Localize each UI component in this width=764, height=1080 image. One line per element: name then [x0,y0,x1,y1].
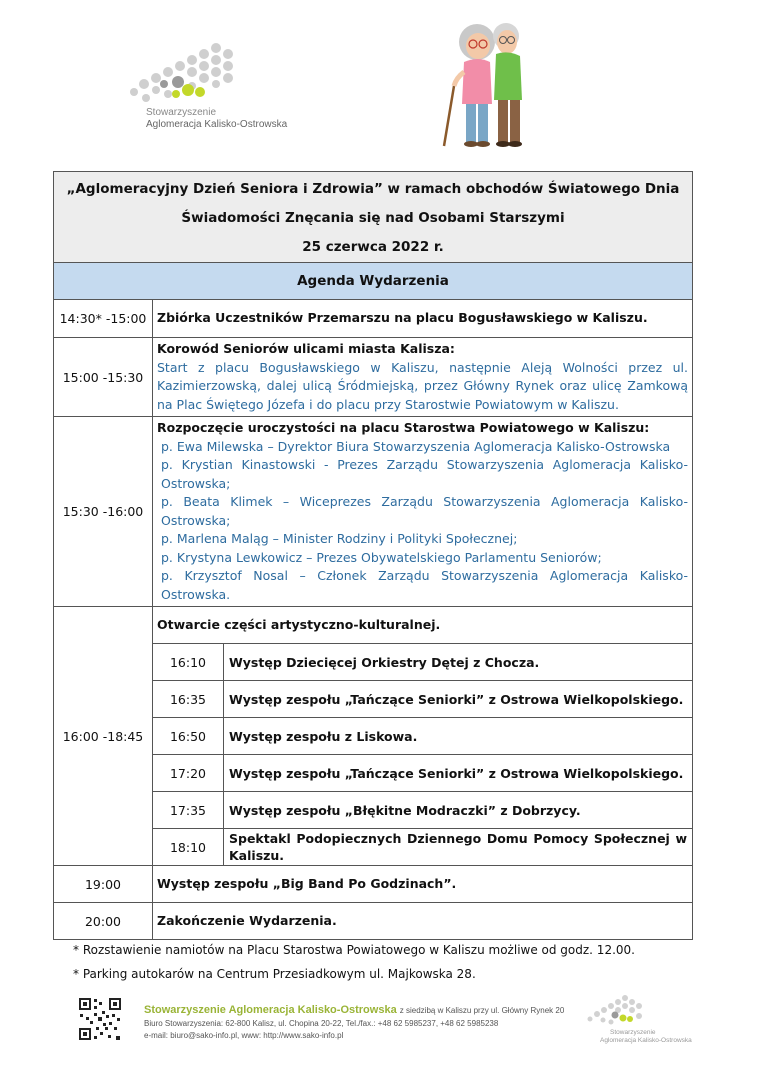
event-title-cell [54,172,693,263]
schedule-row [153,755,692,792]
row-time: 15:30 -16:00 [54,417,153,607]
schedule-item: Występ zespołu z Liskowa. [224,718,693,755]
agenda-heading: Agenda Wydarzenia [54,263,693,300]
footer-logo-text [600,1029,692,1045]
schedule-time: 16:10 [153,644,224,681]
footnotes [73,938,635,986]
row-content [153,338,693,417]
schedule-row [153,644,692,681]
event-title-line2: Świadomości Znęcania się nad Osobami Starszymi [181,209,565,226]
row-title: Występ zespołu „Big Band Po Godzinach”. [153,866,693,903]
row-content [153,417,693,607]
row-title: Otwarcie części artystyczno-kulturalnej. [157,617,441,632]
logo-line2: Aglomeracja Kalisko-Ostrowska [146,119,288,130]
speaker-item: p. Marlena Maląg – Minister Rodziny i Polityki Społecznej; [161,531,518,546]
logo-text [146,107,287,131]
schedule-time: 16:35 [153,681,224,718]
row-title: Zakończenie Wydarzenia. [153,903,693,940]
footnote: * Rozstawienie namiotów na Placu Starostwa Powiatowego w Kaliszu możliwe od godz. 12.00. [73,943,635,957]
footer-contact: e-mail: biuro@sako-info.pl, www: http://www.sako-info.pl [144,1031,344,1040]
qr-code-icon [78,997,122,1041]
schedule-item: Występ zespołu „Tańczące Seniorki” z Ostrowa Wielkopolskiego. [224,755,693,792]
schedule-row [153,718,692,755]
schedule-row [153,829,692,866]
schedule-time: 18:10 [153,829,224,866]
speaker-item: p. Beata Klimek – Wiceprezes Zarządu Stowarzyszenia Aglomeracja Kalisko-Ostrowska; [161,494,688,528]
footer-address: Biuro Stowarzyszenia: 62-800 Kalisz, ul. Chopina 20-22, Tel./fax.: +48 62 5985237, +48 62 5985238 [144,1019,499,1028]
row-time: 16:00 -18:45 [54,607,153,866]
row-detail: Start z placu Bogusławskiego w Kaliszu, następnie Aleją Wolności przez ul. Kazimierzowską, dalej ulicą Śródmiejską, przez Główny Rynek oraz ulicę Zamkową na Plac Świętego Józefa i do placu przy Starostwie Powiatowym w Kaliszu. [157,359,688,412]
footer-org [144,1004,564,1016]
row-time: 14:30* -15:00 [54,300,153,338]
schedule-row [153,792,692,829]
speaker-item: p. Krystian Kinastowski - Prezes Zarządu Stowarzyszenia Aglomeracja Kalisko-Ostrowska; [161,457,688,491]
schedule-row [153,681,692,718]
row-time: 15:00 -15:30 [54,338,153,417]
row-title: Rozpoczęcie uroczystości na placu Starostwa Powiatowego w Kaliszu: [157,420,650,435]
row-time: 19:00 [54,866,153,903]
row-title: Korowód Seniorów ulicami miasta Kalisza: [157,341,455,356]
logo-line1: Stowarzyszenie [146,107,217,118]
schedule-time: 17:20 [153,755,224,792]
table-row [54,300,693,338]
table-row [54,417,693,607]
agenda-table [53,171,693,940]
schedule-item: Występ zespołu „Błękitne Modraczki” z Dobrzycy. [224,792,693,829]
event-date: 25 czerwca 2022 r. [302,238,444,255]
schedule-time: 16:50 [153,718,224,755]
speaker-item: p. Ewa Milewska – Dyrektor Biura Stowarzyszenia Aglomeracja Kalisko-Ostrowska [161,438,671,454]
speaker-item: p. Krzysztof Nosal – Członek Zarządu Stowarzyszenia Aglomeracja Kalisko-Ostrowska. [161,568,688,602]
footer-logo-line2: Aglomeracja Kalisko-Ostrowska [600,1037,692,1044]
table-row [54,866,693,903]
performance-schedule [153,643,692,865]
schedule-item: Spektakl Podopiecznych Dziennego Domu Pomocy Społecznej w Kaliszu. [224,829,693,866]
footnote: * Parking autokarów na Centrum Przesiadkowym ul. Majkowska 28. [73,967,476,981]
table-row [54,338,693,417]
row-time: 20:00 [54,903,153,940]
row-title: Zbiórka Uczestników Przemarszu na placu Bogusławskiego w Kaliszu. [153,300,693,338]
footer-seat: z siedzibą w Kaliszu przy ul. Główny Rynek 20 [399,1006,565,1015]
footer-logo-line1: Stowarzyszenie [610,1029,656,1036]
table-row [54,903,693,940]
speakers-list [157,438,688,605]
schedule-item: Występ zespołu „Tańczące Seniorki” z Ostrowa Wielkopolskiego. [224,681,693,718]
schedule-time: 17:35 [153,792,224,829]
footer-org-name: Stowarzyszenie Aglomeracja Kalisko-Ostrowska [144,1004,397,1016]
table-row [54,607,693,866]
seniors-illustration [432,14,532,154]
speaker-item: p. Krystyna Lewkowicz – Prezes Obywatelskiego Parlamentu Seniorów; [161,549,602,565]
row-content [153,607,693,866]
event-title-line1: „Aglomeracyjny Dzień Seniora i Zdrowia” w ramach obchodów Światowego Dnia [66,180,680,197]
schedule-item: Występ Dziecięcej Orkiestry Dętej z Chocza. [224,644,693,681]
